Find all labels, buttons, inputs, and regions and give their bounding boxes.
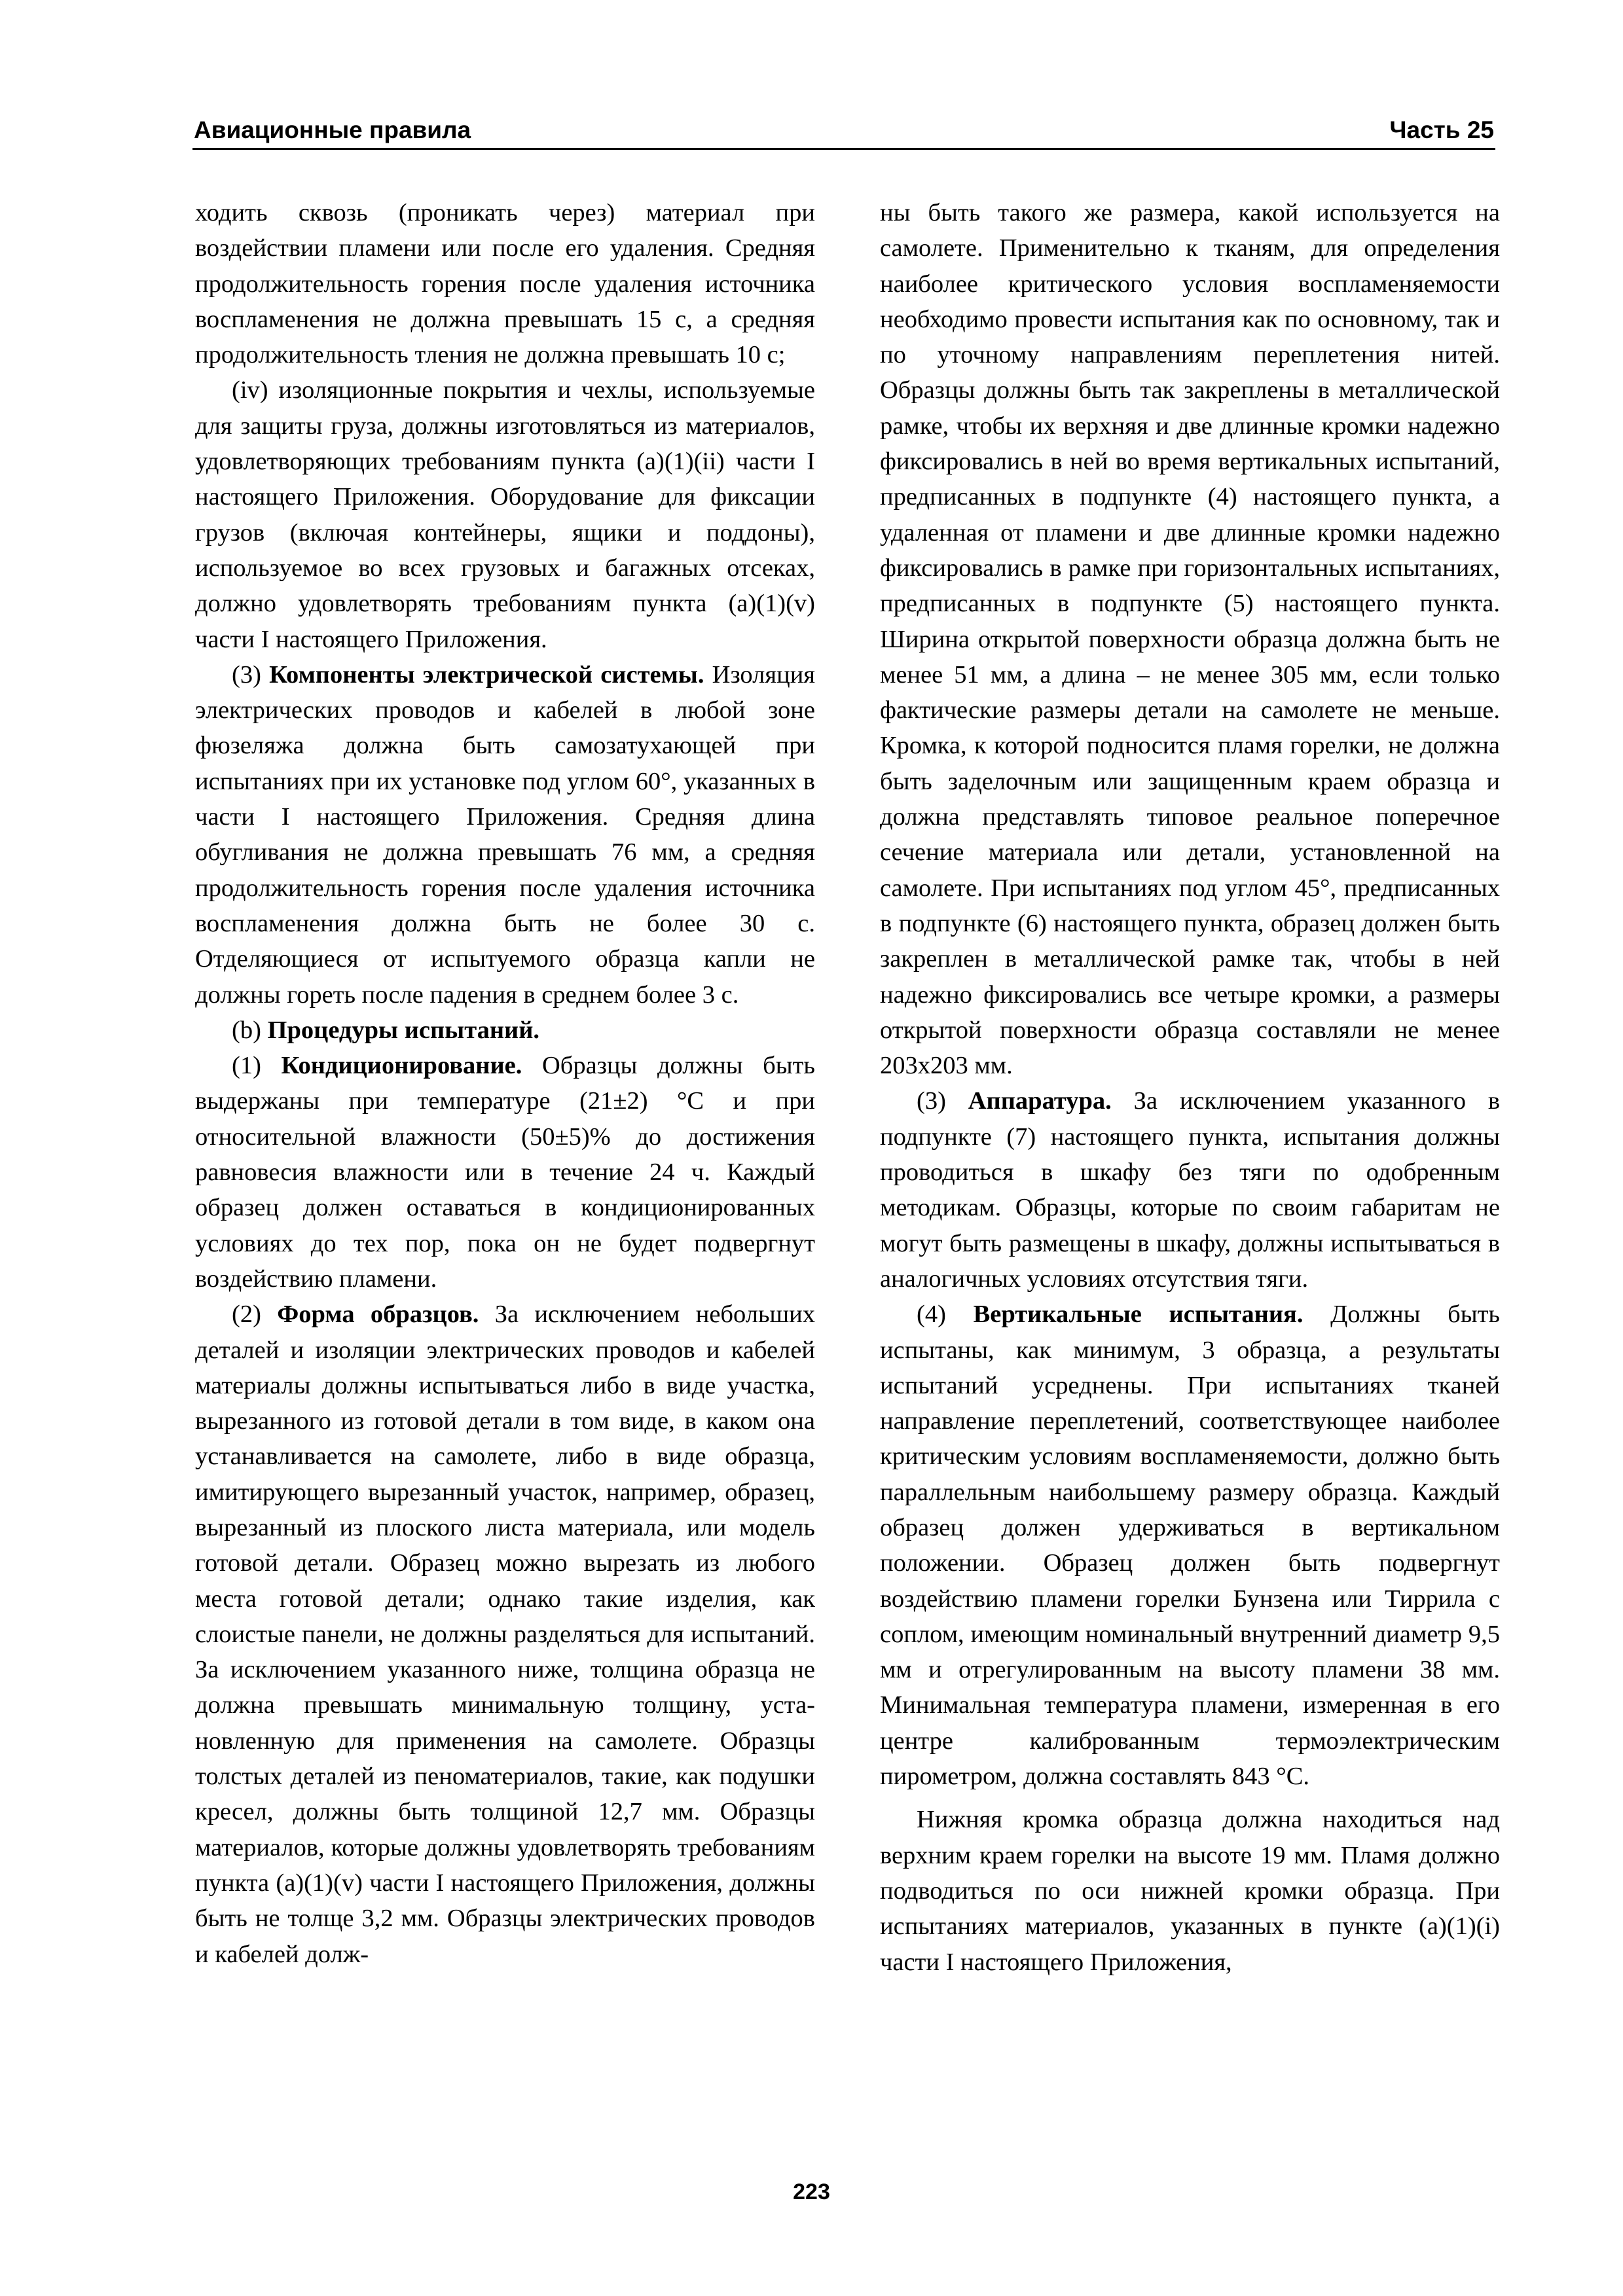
item-number: (4) [917,1300,946,1329]
item-heading: Вертикальные испытания. [973,1300,1304,1329]
paragraph: Нижняя кромка образца должна находиться над верхним краем горелки на высоте 19 мм. Пламя должно подводиться по оси нижней кромки образца. При испытаниях материалов, указанных в пункте (a)(1)(i) части I настоящего Приложения, [880,1806,1500,1976]
paragraph [195,1013,815,1048]
paragraph [195,657,815,1013]
item-heading: Форма образцов. [277,1300,479,1329]
paragraph: (iv) изоляционные покрытия и чехлы, используемые для защиты груза, должны изготовляться из материалов, удовлетворяющих требованиям пункта (a)(1)(ii) части I настоящего Приложения. Оборудование для фиксации грузов (включая контейнеры, ящики и поддоны), используемое во всех грузовых и багажных отсеках, должно удовлетворять требованиям пункта (a)(1)(v) части I настоящего Приложения. [195,376,815,653]
item-heading: Процедуры испытаний. [267,1016,540,1044]
right-column [880,195,1500,1980]
header-part: Часть 25 [1389,117,1494,143]
paragraph [880,1297,1500,1794]
item-text: За исключением небольших деталей и изоляции электрических проводов и кабелей материалы должны испытываться либо в виде участка, вырезанного из готовой детали в том виде, в каком она устанавливается на самолете, либо в виде образца, имитирующего вырезанный участок, например, образец, вырезанный из плоского листа материала, или модель готовой детали. Образец можно вырезать из любого места готовой детали; однако такие изделия, как слоистые панели, не должны разделяться для испытаний. За исключением указанного ниже, толщина образца не должна превышать минимальную толщину, установленную для применения на самолете. Образцы толстых деталей из пеноматериалов, такие, как подушки кресел, должны быть толщиной 12,7 мм. Образцы материалов, которые должны удовлетворять требованиям пункта (a)(1)(v) части I настоящего Приложения, должны быть не толще 3,2 мм. Образцы электрических проводов и кабелей долж- [195,1300,816,1968]
running-header [192,113,1495,150]
item-heading: Аппаратура. [968,1087,1112,1115]
item-number: (3) [917,1087,946,1115]
paragraph [195,1048,815,1297]
item-heading: Кондиционирование. [281,1052,522,1080]
item-number: (b) [232,1016,261,1044]
item-heading: Компоненты электрической системы. [269,660,704,689]
item-text: Изоляция электрических проводов и кабелей в любой зоне фюзеляжа должна быть самозатухающей при испытаниях при их установке под углом 60°, указанных в части I настоящего Приложения. Средняя длина обугливания не должна превышать 76 мм, а средняя продолжительность горения после удаления источника воспламенения должна быть не более 30 с. Отделяющиеся от испытуемого образца капли не должны гореть после падения в среднем более 3 с. [195,660,816,1009]
item-number: (1) [232,1052,261,1080]
paragraph: ходить сквозь (проникать через) материал при воздействии пламени или после его удаления. Средняя продолжительность горения после удаления источника воспламенения не должна превышать 15 с, а средняя продолжительность тления не должна превышать 10 с; [195,199,815,369]
left-column [195,195,815,1972]
item-number: (2) [232,1300,261,1329]
item-text: За исключением указанного в подпункте (7) настоящего пункта, испытания должны проводиться в шкафу без тяги по одобренным методикам. Образцы, которые по своим габаритам не могут быть размещены в шкафу, должны испытываться в аналогичных условиях отсутствия тяги. [880,1087,1501,1293]
item-number: (3) [232,660,261,689]
item-text: Образцы должны быть выдержаны при температуре (21±2) °С и при относительной влажности (50±5)% до достижения равновесия влажности или в течение 24 ч. Каждый образец должен оставаться в кондиционированных условиях до тех пор, пока он не будет подвергнут воздействию пламени. [195,1052,815,1293]
paragraph [195,1297,815,1972]
paragraph: ны быть такого же размера, какой используется на самолете. Применительно к тканям, для определения наиболее критического условия воспламеняемости необходимо провести испытания как по основному, так и по уточному направлениям переплетения нитей. Образцы должны быть так закреплены в металлической рамке, чтобы их верхняя и две длинные кромки надежно фиксировались в ней во время вертикальных испытаний, предписанных в подпункте (4) настоящего пункта, а удаленная от пламени и две длинные кромки надежно фиксировались в рамке при горизонтальных испытаниях, предписанных в подпункте (5) настоящего пункта. Ширина открытой поверхности образца должна быть не менее 51 мм, а длина – не менее 305 мм, если только фактические размеры детали на самолете не меньше. Кромка, к которой подносится пламя горелки, не должна быть заделочным или защищенным краем образца и должна представлять типовое реальное поперечное сечение материала или детали, установленной на самолете. При испытаниях под углом 45°, предписанных в подпункте (6) настоящего пункта, образец должен быть закреплен в металлической рамке так, чтобы в ней надежно фиксировались все четыре кромки, а размеры открытой поверхности образца составляли не менее 203x203 мм. [880,199,1500,1080]
paragraph [880,1083,1500,1297]
page-number: 223 [793,2179,830,2204]
item-text: Должны быть испытаны, как минимум, 3 образца, а результаты испытаний усреднены. При испытаниях тканей направление переплетений, соответствующее наиболее критическим условиям воспламеняемости, должно быть параллельным наибольшему размеру образца. Каждый образец должен удерживаться в вертикальном положении. Образец должен быть подвергнут воздействию пламени горелки Бунзена или Тиррила с соплом, имеющим номинальный внутренний диаметр 9,5 мм и отрегулированным на высоту пламени 38 мм. Минимальная температура пламени, измеренная в его центре калиброванным термоэлектрическим пирометром, должна составлять 843 °С. [880,1300,1500,1791]
header-title: Авиационные правила [194,117,471,143]
